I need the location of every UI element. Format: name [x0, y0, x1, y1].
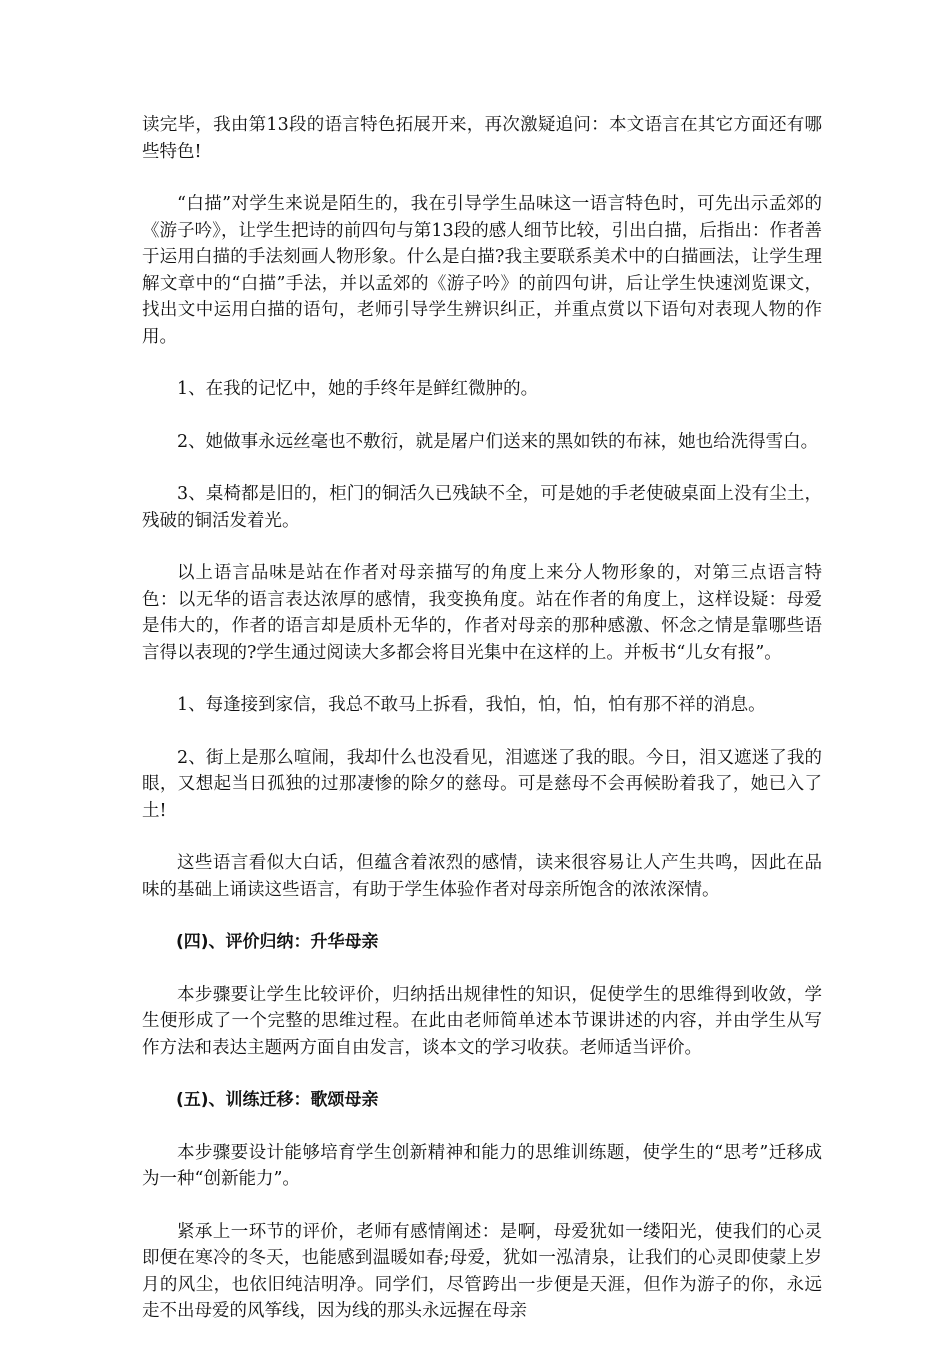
paragraph: 紧承上一环节的评价，老师有感情阐述：是啊，母爱犹如一缕阳光，使我们的心灵即便在寒冷的冬天，也能感到温暖如春;母爱，犹如一泓清泉，让我们的心灵即使蒙上岁月的风尘，也依旧纯洁明净。同学们，尽管跨出一步便是天涯，但作为游子的你，永远走不出母爱的风筝线，因为线的那头永远握在母亲: [142, 1221, 822, 1321]
list-item: 2、街上是那么喧闹，我却什么也没看见，泪遮迷了我的眼。今日，泪又遮迷了我的眼，又想起当日孤独的过那凄惨的除夕的慈母。可是慈母不会再候盼着我了，她已入了土!: [142, 747, 822, 821]
paragraph: 这些语言看似大白话，但蕴含着浓烈的感情，读来很容易让人产生共鸣，因此在品味的基础上诵读这些语言，有助于学生体验作者对母亲所饱含的浓浓深情。: [142, 853, 822, 900]
section-heading-4: (四)、评价归纳：升华母亲: [176, 932, 379, 952]
paragraph: 读完毕，我由第13段的语言特色拓展开来，再次激疑追问：本文语言在其它方面还有哪些特色!: [142, 115, 822, 162]
section-heading-5: (五)、训练迁移：歌颂母亲: [176, 1090, 379, 1110]
list-item: 3、桌椅都是旧的，柜门的铜活久已残缺不全，可是她的手老使破桌面上没有尘土，残破的铜活发着光。: [142, 484, 822, 531]
paragraph: 本步骤要让学生比较评价，归纳括出规律性的知识，促使学生的思维得到收敛，学生便形成了一个完整的思维过程。在此由老师简单述本节课讲述的内容，并由学生从写作方法和表达主题两方面自由发言，谈本文的学习收获。老师适当评价。: [142, 984, 822, 1058]
list-item: 1、在我的记忆中，她的手终年是鲜红微肿的。: [177, 379, 539, 399]
paragraph: 本步骤要设计能够培育学生创新精神和能力的思维训练题，使学生的“思考”迁移成为一种“创新能力”。: [142, 1142, 822, 1189]
list-item: 2、她做事永远丝毫也不敷衍，就是屠户们送来的黑如铁的布袜，她也给洗得雪白。: [177, 431, 819, 452]
paragraph: “白描”对学生来说是陌生的，我在引导学生品味这一语言特色时，可先出示孟郊的《游子吟》，让学生把诗的前四句与第13段的感人细节比较，引出白描，后指出：作者善于运用白描的手法刻画人物形象。什么是白描?我主要联系美术中的白描画法，让学生理解文章中的“白描”手法，并以孟郊的《游子吟》的前四句讲，后让学生快速浏览课文，找出文中运用白描的语句，老师引导学生辨识纠正，并重点赏以下语句对表现人物的作用。: [142, 194, 822, 347]
list-item: 1、每逢接到家信，我总不敢马上拆看，我怕，怕，怕，怕有那不祥的消息。: [177, 695, 766, 715]
document-page: [142, 112, 822, 1351]
paragraph: 以上语言品味是站在作者对母亲描写的角度上来分人物形象的，对第三点语言特色：以无华的语言表达浓厚的感情，我变换角度。站在作者的角度上，这样设疑：母爱是伟大的，作者的语言却是质朴无华的，作者对母亲的那种感激、怀念之情是靠哪些语言得以表现的?学生通过阅读大多都会将目光集中在这样的上。并板书“儿女有报”。: [142, 563, 822, 663]
